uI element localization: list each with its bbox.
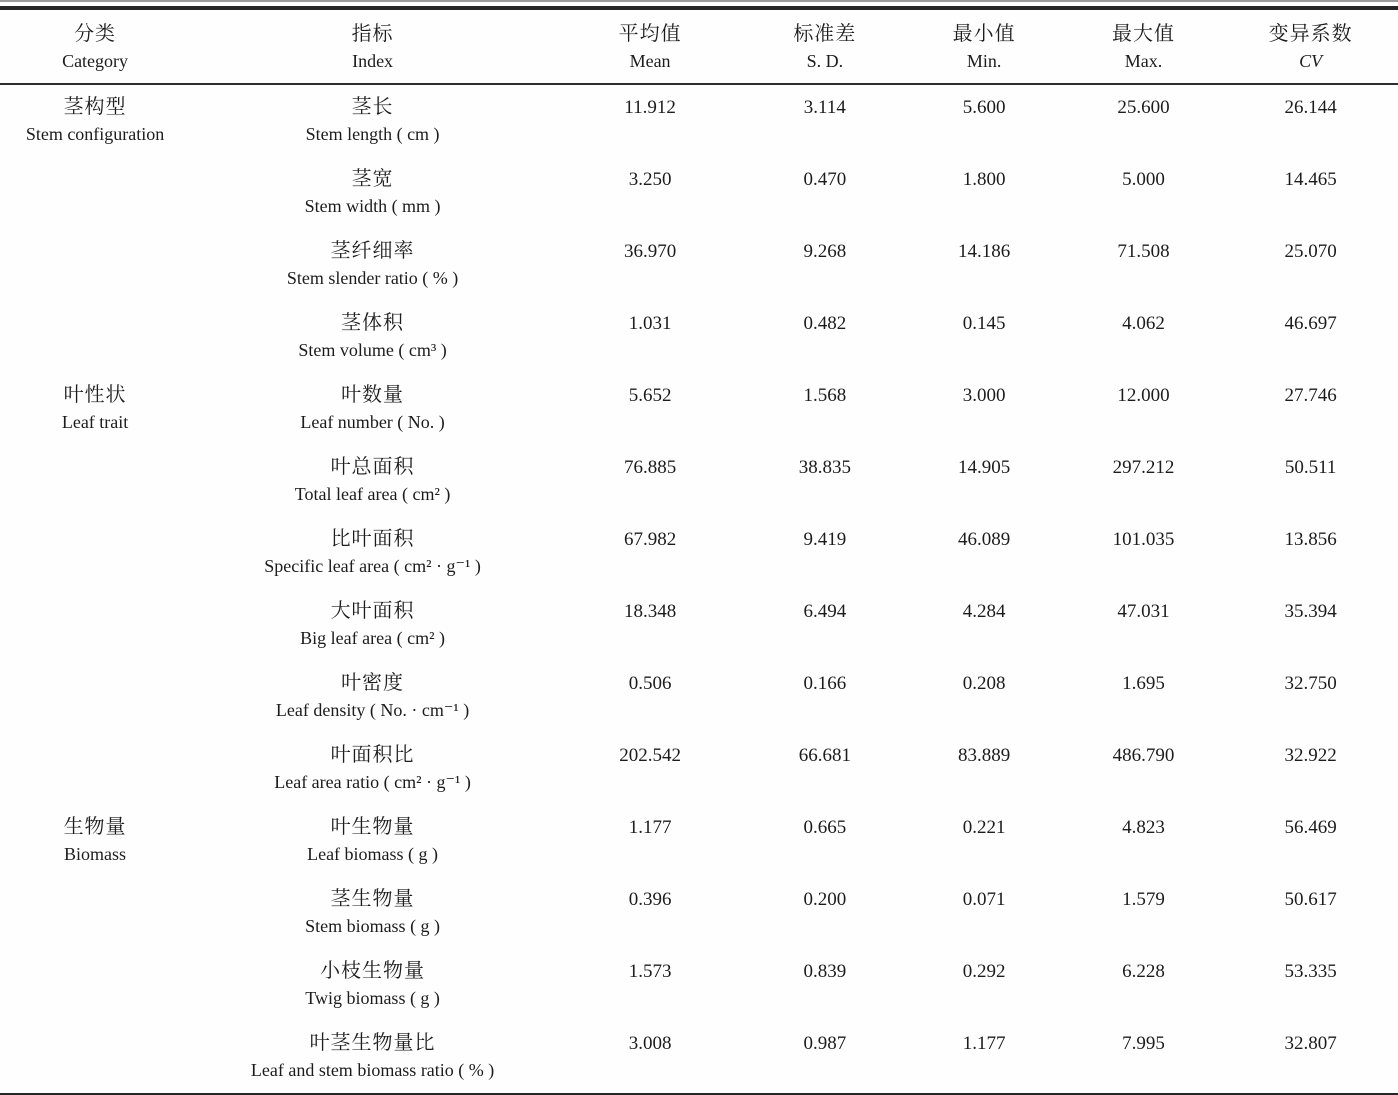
col-header-index	[190, 8, 555, 84]
cell-category-leaf-trait	[0, 373, 190, 805]
table-row	[0, 445, 1398, 517]
cell-cv: 35.394	[1284, 601, 1337, 622]
col-header-index-en: Index	[352, 51, 394, 71]
cell-max: 101.035	[1112, 529, 1175, 550]
category-zh: 茎构型	[63, 96, 127, 118]
cell-min: 0.221	[962, 817, 1006, 838]
col-header-min-zh: 最小值	[952, 23, 1016, 45]
cell-sd: 6.494	[803, 601, 847, 622]
index-zh: 茎纤细率	[330, 240, 415, 262]
index-zh: 叶生物量	[330, 816, 415, 838]
cell-max: 1.579	[1122, 889, 1165, 910]
col-header-sd-zh: 标准差	[793, 23, 857, 45]
cell-mean: 202.542	[619, 745, 681, 766]
cell-max: 71.508	[1117, 241, 1170, 262]
cell-max: 7.995	[1122, 1033, 1165, 1054]
table-row	[0, 1021, 1398, 1095]
table-row	[0, 373, 1398, 445]
cell-mean: 1.573	[628, 961, 672, 982]
table-row	[0, 733, 1398, 805]
index-en: Leaf and stem biomass ratio ( % )	[250, 1060, 495, 1080]
cell-index	[190, 229, 555, 301]
index-en: Leaf biomass ( g )	[307, 844, 439, 864]
header-row	[0, 8, 1398, 84]
cell-cv: 56.469	[1284, 817, 1337, 838]
cell-index	[190, 661, 555, 733]
index-en: Stem width ( mm )	[304, 196, 441, 216]
cell-max: 4.823	[1122, 817, 1165, 838]
cell-mean: 76.885	[623, 457, 677, 478]
index-zh: 茎长	[351, 96, 394, 118]
cell-max: 486.790	[1112, 745, 1175, 766]
col-header-category-en: Category	[62, 51, 129, 71]
table-row	[0, 589, 1398, 661]
cell-index	[190, 1021, 555, 1095]
cell-index	[190, 84, 555, 157]
cell-sd: 0.839	[803, 961, 847, 982]
cell-max: 25.600	[1117, 97, 1170, 118]
cell-sd: 0.482	[803, 313, 847, 334]
col-header-category-zh: 分类	[74, 23, 117, 45]
col-header-min	[905, 8, 1064, 84]
cell-min: 83.889	[958, 745, 1011, 766]
cell-max: 6.228	[1122, 961, 1165, 982]
col-header-min-en: Min.	[966, 51, 1002, 71]
table-row	[0, 517, 1398, 589]
col-header-mean-zh: 平均值	[618, 23, 682, 45]
cell-sd: 0.987	[803, 1033, 847, 1054]
cell-max: 297.212	[1112, 457, 1175, 478]
cell-mean: 5.652	[628, 385, 672, 406]
cell-cv: 32.750	[1284, 673, 1337, 694]
col-header-cv-zh: 变异系数	[1268, 23, 1353, 45]
table-row	[0, 157, 1398, 229]
cell-sd: 66.681	[798, 745, 851, 766]
cell-category-stem-configuration	[0, 84, 190, 373]
cell-cv: 50.511	[1284, 457, 1337, 478]
cell-min: 5.600	[962, 97, 1006, 118]
col-header-index-zh: 指标	[351, 23, 394, 45]
cell-min: 0.208	[962, 673, 1006, 694]
cell-sd: 9.268	[803, 241, 847, 262]
cell-index	[190, 445, 555, 517]
cell-mean: 11.912	[624, 97, 676, 118]
index-zh: 比叶面积	[330, 528, 415, 550]
cell-min: 0.145	[962, 313, 1006, 334]
index-en: Stem volume ( cm³ )	[298, 340, 447, 360]
cell-index	[190, 301, 555, 373]
cell-max: 5.000	[1122, 169, 1165, 190]
cell-min: 0.071	[962, 889, 1006, 910]
cell-index	[190, 805, 555, 877]
cell-index	[190, 373, 555, 445]
category-en: Leaf trait	[61, 412, 129, 432]
index-en: Stem biomass ( g )	[305, 916, 441, 936]
cell-mean: 0.396	[628, 889, 672, 910]
col-header-max	[1064, 8, 1223, 84]
category-zh: 生物量	[63, 816, 127, 838]
table-row	[0, 877, 1398, 949]
cell-mean: 3.008	[628, 1033, 672, 1054]
cell-cv: 50.617	[1284, 889, 1337, 910]
cell-mean: 18.348	[623, 601, 677, 622]
table-row	[0, 84, 1398, 157]
index-en: Specific leaf area ( cm² · g⁻¹ )	[264, 556, 481, 576]
index-zh: 大叶面积	[330, 600, 415, 622]
cell-sd: 0.200	[803, 889, 847, 910]
col-header-max-en: Max.	[1124, 51, 1163, 71]
cell-cv: 46.697	[1284, 313, 1337, 334]
table-row	[0, 661, 1398, 733]
cell-cv: 25.070	[1284, 241, 1337, 262]
index-zh: 叶面积比	[330, 744, 415, 766]
cell-max: 12.000	[1117, 385, 1170, 406]
cell-sd: 0.470	[803, 169, 847, 190]
cell-sd: 9.419	[803, 529, 847, 550]
index-zh: 茎宽	[351, 168, 394, 190]
cell-mean: 36.970	[623, 241, 677, 262]
table-row	[0, 301, 1398, 373]
category-zh: 叶性状	[63, 384, 127, 406]
col-header-sd	[745, 8, 904, 84]
cell-mean: 1.177	[628, 817, 672, 838]
table-row	[0, 229, 1398, 301]
cell-index	[190, 517, 555, 589]
index-en: Stem slender ratio ( % )	[286, 268, 459, 288]
col-header-sd-en: S. D.	[806, 51, 844, 71]
cell-min: 14.905	[958, 457, 1011, 478]
index-en: Stem length ( cm )	[305, 124, 440, 144]
cell-index	[190, 157, 555, 229]
cell-cv: 27.746	[1284, 385, 1337, 406]
cell-min: 1.800	[962, 169, 1006, 190]
cell-mean: 0.506	[628, 673, 672, 694]
cell-mean: 67.982	[623, 529, 677, 550]
cell-mean: 3.250	[628, 169, 672, 190]
col-header-category	[0, 8, 190, 84]
cell-index	[190, 877, 555, 949]
cell-min: 4.284	[962, 601, 1006, 622]
cell-sd: 0.665	[803, 817, 847, 838]
cell-cv: 32.807	[1284, 1033, 1337, 1054]
index-zh: 叶密度	[341, 672, 405, 694]
cell-min: 46.089	[958, 529, 1011, 550]
cell-cv: 14.465	[1284, 169, 1337, 190]
cell-cv: 13.856	[1284, 529, 1337, 550]
cell-index	[190, 949, 555, 1021]
index-zh: 叶茎生物量比	[309, 1032, 436, 1054]
cell-min: 1.177	[962, 1033, 1006, 1054]
cell-sd: 3.114	[803, 97, 846, 118]
index-en: Leaf area ratio ( cm² · g⁻¹ )	[274, 772, 471, 792]
index-en: Total leaf area ( cm² )	[294, 484, 451, 504]
cell-min: 14.186	[958, 241, 1011, 262]
cell-min: 3.000	[962, 385, 1006, 406]
index-zh: 叶数量	[341, 384, 405, 406]
cell-min: 0.292	[962, 961, 1006, 982]
col-header-mean	[555, 8, 745, 84]
cell-max: 1.695	[1122, 673, 1165, 694]
top-hairline	[0, 0, 1398, 2]
cell-sd: 1.568	[803, 385, 847, 406]
cell-cv: 26.144	[1284, 97, 1337, 118]
index-en: Big leaf area ( cm² )	[300, 628, 445, 648]
col-header-cv-en: CV	[1299, 51, 1323, 71]
cell-max: 4.062	[1122, 313, 1165, 334]
index-zh: 叶总面积	[330, 456, 415, 478]
index-zh: 茎生物量	[330, 888, 415, 910]
table-row	[0, 949, 1398, 1021]
cell-mean: 1.031	[628, 313, 672, 334]
cell-index	[190, 733, 555, 805]
cell-max: 47.031	[1117, 601, 1170, 622]
cell-index	[190, 589, 555, 661]
category-en: Stem configuration	[25, 124, 165, 144]
cell-sd: 38.835	[798, 457, 851, 478]
col-header-mean-en: Mean	[629, 51, 671, 71]
index-en: Twig biomass ( g )	[305, 988, 440, 1008]
cell-cv: 32.922	[1284, 745, 1337, 766]
descriptive-statistics-table	[0, 6, 1398, 1095]
col-header-max-zh: 最大值	[1112, 23, 1176, 45]
cell-sd: 0.166	[803, 673, 847, 694]
index-zh: 小枝生物量	[320, 960, 426, 982]
col-header-cv	[1223, 8, 1398, 84]
category-en: Biomass	[64, 844, 127, 864]
index-en: Leaf density ( No. · cm⁻¹ )	[275, 700, 470, 720]
cell-category-biomass	[0, 805, 190, 1095]
index-en: Leaf number ( No. )	[300, 412, 445, 432]
table-row	[0, 805, 1398, 877]
index-zh: 茎体积	[341, 312, 405, 334]
cell-cv: 53.335	[1284, 961, 1337, 982]
